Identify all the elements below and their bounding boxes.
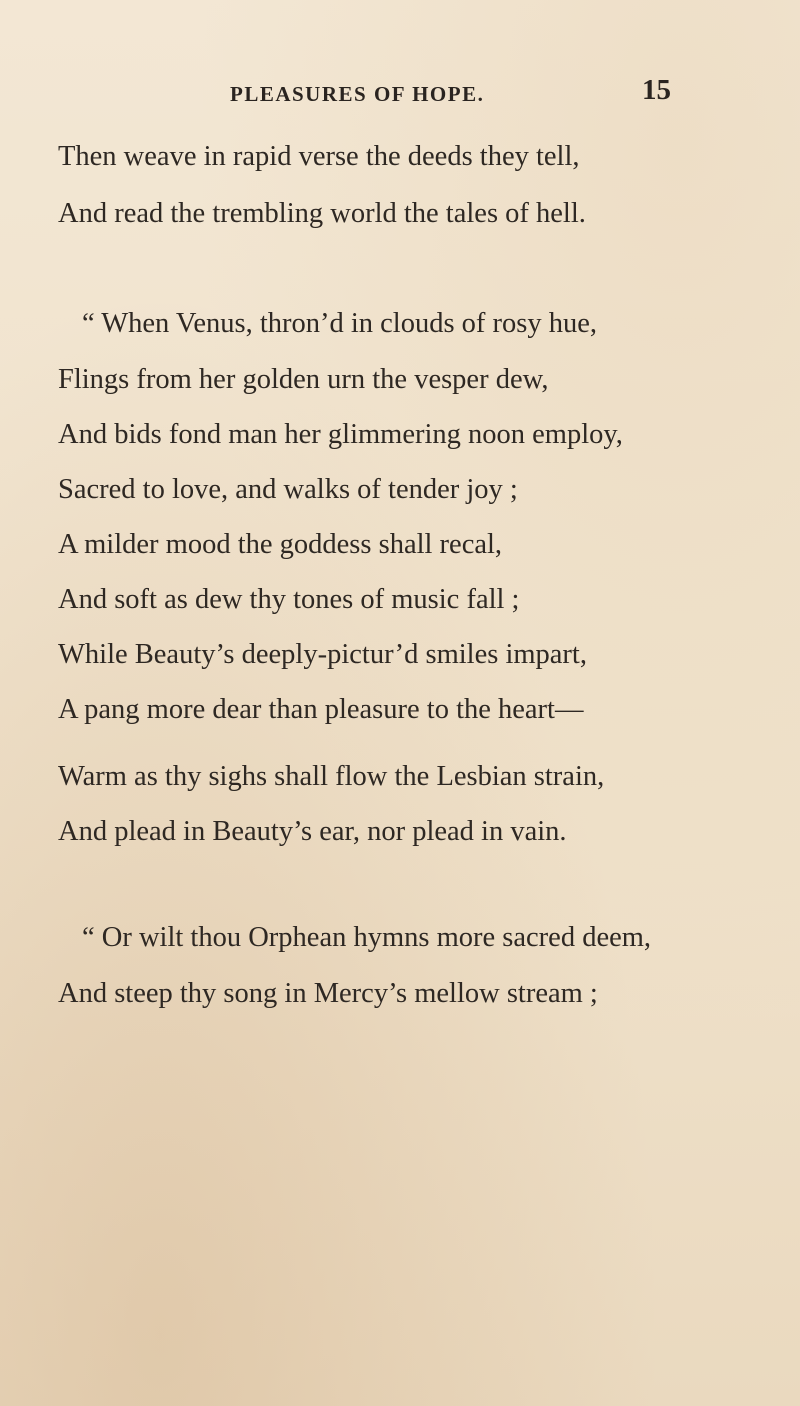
verse-line: And plead in Beauty’s ear, nor plead in vain. [58, 816, 567, 847]
verse-line: Flings from her golden urn the vesper dew, [58, 364, 549, 395]
verse-line: And bids fond man her glimmering noon employ, [58, 419, 623, 450]
verse-line: And steep thy song in Mercy’s mellow stream ; [58, 978, 598, 1009]
running-title: PLEASURES OF HOPE. [230, 82, 485, 106]
verse-line: “ Or wilt thou Orphean hymns more sacred deem, [82, 922, 652, 953]
verse-line: And read the trembling world the tales of hell. [58, 198, 586, 229]
verse-line: Sacred to love, and walks of tender joy ; [58, 474, 518, 505]
verse-line: A milder mood the goddess shall recal, [58, 529, 503, 560]
verse-line: “ When Venus, thron’d in clouds of rosy hue, [82, 308, 598, 339]
verse-line: A pang more dear than pleasure to the heart— [58, 694, 584, 725]
verse-line: While Beauty’s deeply-pictur’d smiles impart, [58, 639, 587, 670]
verse-line: And soft as dew thy tones of music fall ; [58, 584, 520, 615]
page-number: 15 [642, 74, 671, 106]
verse-line: Warm as thy sighs shall flow the Lesbian strain, [58, 761, 605, 792]
verse-line: Then weave in rapid verse the deeds they tell, [58, 141, 580, 172]
